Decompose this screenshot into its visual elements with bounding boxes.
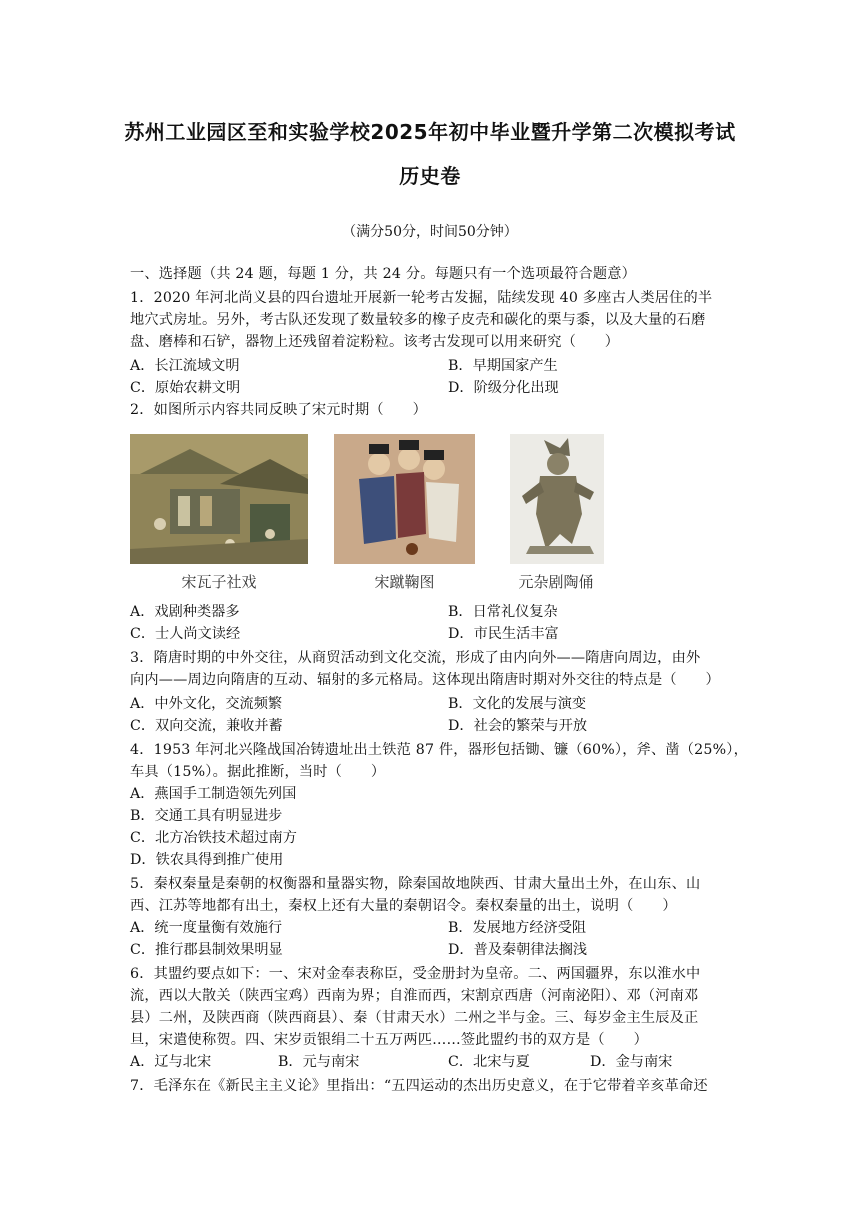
q5-line: 5．秦权秦量是秦朝的权衡器和量器实物，除秦国故地陕西、甘肃大量出土外，在山东、山	[130, 876, 701, 892]
q2-option-b: B．日常礼仪复杂	[448, 604, 558, 620]
q1-option-b: B．早期国家产生	[448, 358, 558, 374]
q6-line: 6．其盟约要点如下：一、宋对金奉表称臣，受金册封为皇帝。二、两国疆界，东以淮水中	[130, 966, 701, 982]
exam-note: （满分50分，时间50分钟）	[342, 224, 518, 240]
q6-option-d: D．金与南宋	[590, 1054, 673, 1070]
figure-caption: 宋蹴鞠图	[374, 573, 435, 591]
q4-option-d: D．铁农具得到推广使用	[130, 852, 284, 868]
song-theater-painting	[130, 434, 308, 564]
q6-option-c: C．北宋与夏	[448, 1054, 530, 1070]
q6-line: 旦，宋遣使称贺。四、宋岁贡银绢二十五万两匹……签此盟约书的双方是（ ）	[130, 1032, 648, 1048]
q6-line: 流，西以大散关（陕西宝鸡）西南为界；自淮而西，宋割京西唐（河南泌阳）、邓（河南邓	[130, 988, 699, 1004]
q6-line: 县）二州，及陕西商（陕西商县）、秦（甘肃天水）二州之半与金。三、每岁金主生辰及正	[130, 1010, 699, 1026]
q5-option-c: C．推行郡县制效果明显	[130, 942, 283, 958]
q5-option-a: A．统一度量衡有效施行	[130, 920, 283, 936]
q6-option-b: B．元与南宋	[278, 1054, 360, 1070]
q1-line: 1．2020 年河北尚义县的四台遗址开展新一轮考古发掘，陆续发现 40 多座古人类居住的半	[130, 290, 713, 306]
exam-subject: 历史卷	[399, 164, 461, 188]
section-heading: 一、选择题（共 24 题，每题 1 分，共 24 分。每题只有一个选项最符合题意）	[130, 266, 637, 282]
q1-option-a: A．长江流域文明	[130, 358, 240, 374]
q5-option-b: B．发展地方经济受阻	[448, 920, 587, 936]
q3-option-b: B．文化的发展与演变	[448, 696, 587, 712]
q1-option-c: C．原始农耕文明	[130, 380, 241, 396]
q7-line: 7．毛泽东在《新民主主义论》里指出：“五四运动的杰出历史意义，在于它带着辛亥革命还	[130, 1078, 708, 1094]
q3-option-a: A．中外文化，交流频繁	[130, 696, 283, 712]
q5-option-d: D．普及秦朝律法搁浅	[448, 942, 588, 958]
q1-line: 盘、磨棒和石铲，器物上还残留着淀粉粒。该考古发现可以用来研究（ ）	[130, 334, 620, 350]
q4-line: 车具（15%）。据此推断，当时（ ）	[130, 764, 386, 780]
q4-option-b: B．交通工具有明显进步	[130, 808, 283, 824]
q3-option-c: C．双向交流，兼收并蓄	[130, 718, 283, 734]
q5-line: 西、江苏等地都有出土，秦权上还有大量的秦朝诏令。秦权秦量的出土，说明（ ）	[130, 898, 677, 914]
figure-caption: 宋瓦子社戏	[181, 573, 257, 591]
q2-line: 2．如图所示内容共同反映了宋元时期（ ）	[130, 402, 427, 418]
q1-line: 地穴式房址。另外，考古队还发现了数量较多的橡子皮壳和碳化的栗与黍，以及大量的石磨	[130, 312, 706, 328]
q3-option-d: D．社会的繁荣与开放	[448, 718, 588, 734]
q2-option-d: D．市民生活丰富	[448, 626, 559, 642]
q4-option-a: A．燕国手工制造领先列国	[130, 786, 297, 802]
q4-line: 4．1953 年河北兴隆战国冶铸遗址出土铁范 87 件，器形包括锄、镰（60%），斧、凿（25%），	[130, 742, 748, 758]
q2-option-a: A．戏剧种类器多	[130, 604, 240, 620]
q4-option-c: C．北方冶铁技术超过南方	[130, 830, 297, 846]
q3-line: 向内——周边向隋唐的互动、辐射的多元格局。这体现出隋唐时期对外交往的特点是（ ）	[130, 672, 720, 688]
figure-caption: 元杂剧陶俑	[518, 573, 594, 591]
q3-line: 3．隋唐时期的中外交往，从商贸活动到文化交流，形成了由内向外——隋唐向周边，由外	[130, 650, 701, 666]
exam-title: 苏州工业园区至和实验学校2025年初中毕业暨升学第二次模拟考试	[124, 120, 736, 144]
q1-option-d: D．阶级分化出现	[448, 380, 559, 396]
q6-option-a: A．辽与北宋	[130, 1054, 212, 1070]
yuan-opera-figurine	[510, 434, 604, 564]
q2-option-c: C．士人尚文读经	[130, 626, 241, 642]
song-cuju-painting	[334, 434, 475, 564]
